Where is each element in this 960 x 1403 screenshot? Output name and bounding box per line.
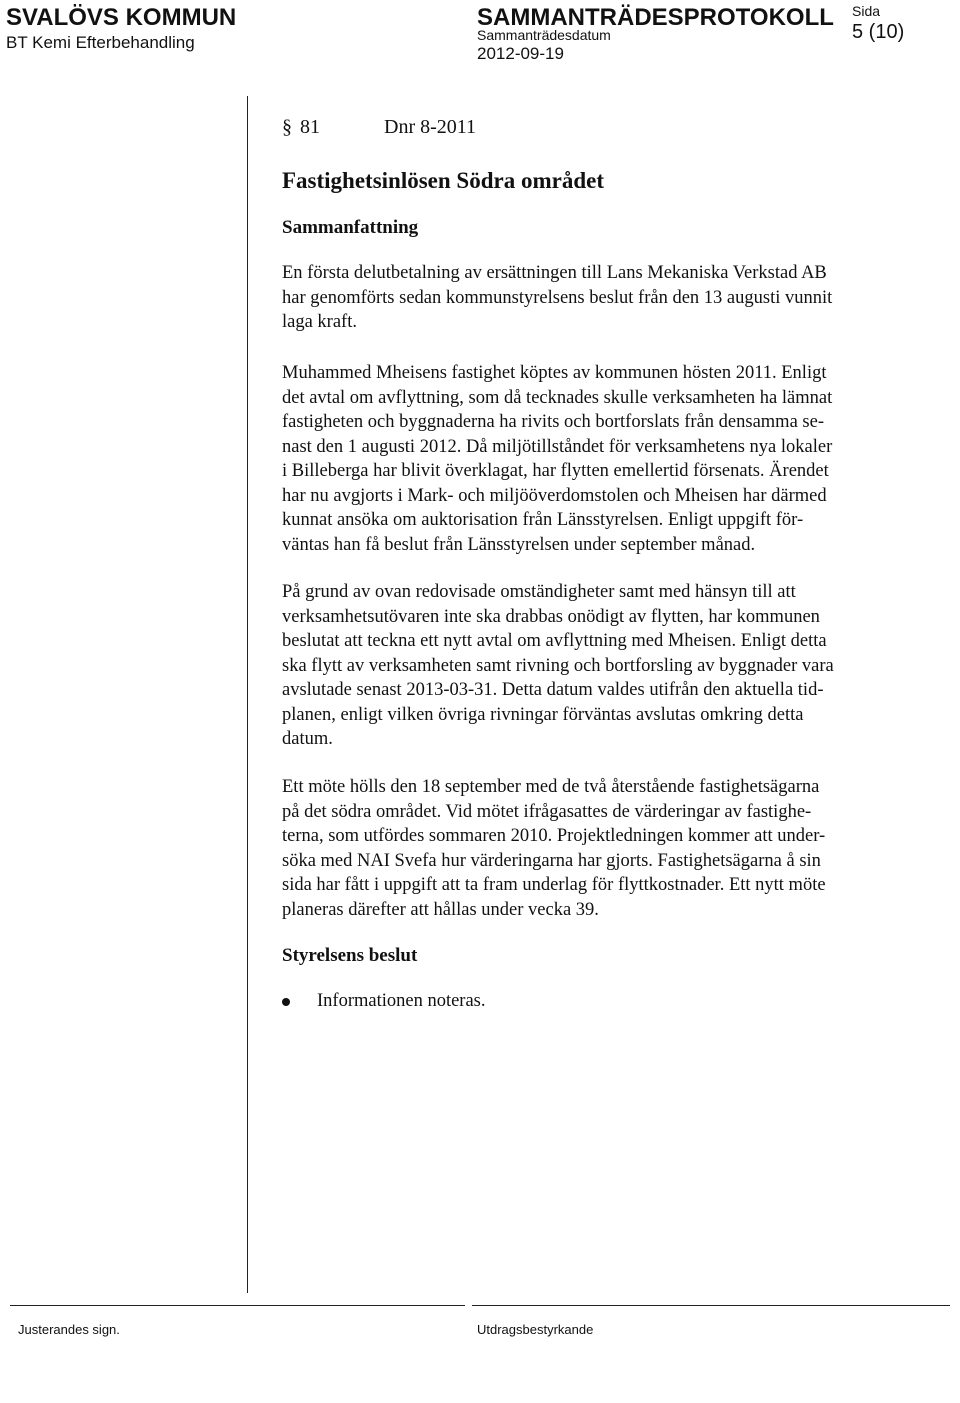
- section-number: 81: [300, 116, 320, 138]
- document-type: SAMMANTRÄDESPROTOKOLL: [477, 4, 834, 31]
- organization-name: SVALÖVS KOMMUN: [6, 4, 237, 31]
- section-title: Fastighetsinlösen Södra området: [282, 168, 604, 193]
- bullet-icon: [282, 998, 290, 1006]
- section-identifier: [282, 116, 476, 139]
- footer-rule-left: [10, 1305, 465, 1306]
- decision-text: Informationen noteras.: [317, 991, 486, 1011]
- summary-paragraph-3: På grund av ovan redovisade omständigheter samt med hänsyn till att verksamhetsutövaren inte ska drabbas onödigt av flytten, har kommunen beslutat att teckna ett nytt avtal om avflyttning med Mheisen. Enligt detta ska flytt av verksamheten samt rivning och bortforsling av byggnader vara avslutade senast 2013-03-31. Detta datum valdes utifrån den aktuella tid- planen, enligt vilken övriga rivningar förväntas avslutas omkring detta datum.: [282, 582, 834, 749]
- meeting-date-label: Sammanträdesdatum: [477, 27, 611, 43]
- unit-name: BT Kemi Efterbehandling: [6, 33, 195, 52]
- summary-heading: Sammanfattning: [282, 217, 419, 238]
- decision-heading: Styrelsens beslut: [282, 945, 418, 966]
- margin-divider: [247, 96, 248, 1293]
- page-number: 5 (10): [852, 21, 905, 43]
- footer-certification-label: Utdragsbestyrkande: [477, 1322, 594, 1337]
- footer-signature-label: Justerandes sign.: [18, 1322, 120, 1337]
- summary-paragraph-2: Muhammed Mheisens fastighet köptes av kommunen hösten 2011. Enligt det avtal om avflyttning, som då tecknades skulle verksamheten ha lämnat fastigheten och byggnaderna ha rivits och bortforslats från densamma se- nast den 1 augusti 2012. Då miljötillståndet för verksamhetens nya lokaler i Billeberga har blivit överklagat, har flytten emellertid försenats. Ärendet har nu avgjorts i Mark- och miljööverdomstolen och Mheisen har därmed kunnat ansöka om auktorisation från Länsstyrelsen. Enligt uppgift för- väntas han få beslut från Länsstyrelsen under september månad.: [282, 363, 833, 555]
- meeting-date: 2012-09-19: [477, 44, 564, 63]
- summary-paragraph-1: En första delutbetalning av ersättningen till Lans Mekaniska Verkstad AB har genomförts sedan kommunstyrelsens beslut från den 13 augusti vunnit laga kraft.: [282, 263, 833, 332]
- section-symbol: §: [282, 116, 292, 138]
- summary-paragraph-4: Ett möte hölls den 18 september med de två återstående fastighetsägarna på det södra området. Vid mötet ifrågasattes de värderingar av fastighe- terna, som utfördes sommaren 2010. Projektledningen kommer att under- söka med NAI Svefa hur värderingarna har gjorts. Fastighetsägarna å sin sida har fått i uppgift att ta fram underlag för flyttkostnader. Ett nytt möte planeras därefter att hållas under vecka 39.: [282, 777, 826, 920]
- footer-rule-right: [472, 1305, 950, 1306]
- page-label: Sida: [852, 3, 881, 19]
- case-number: Dnr 8-2011: [384, 116, 477, 138]
